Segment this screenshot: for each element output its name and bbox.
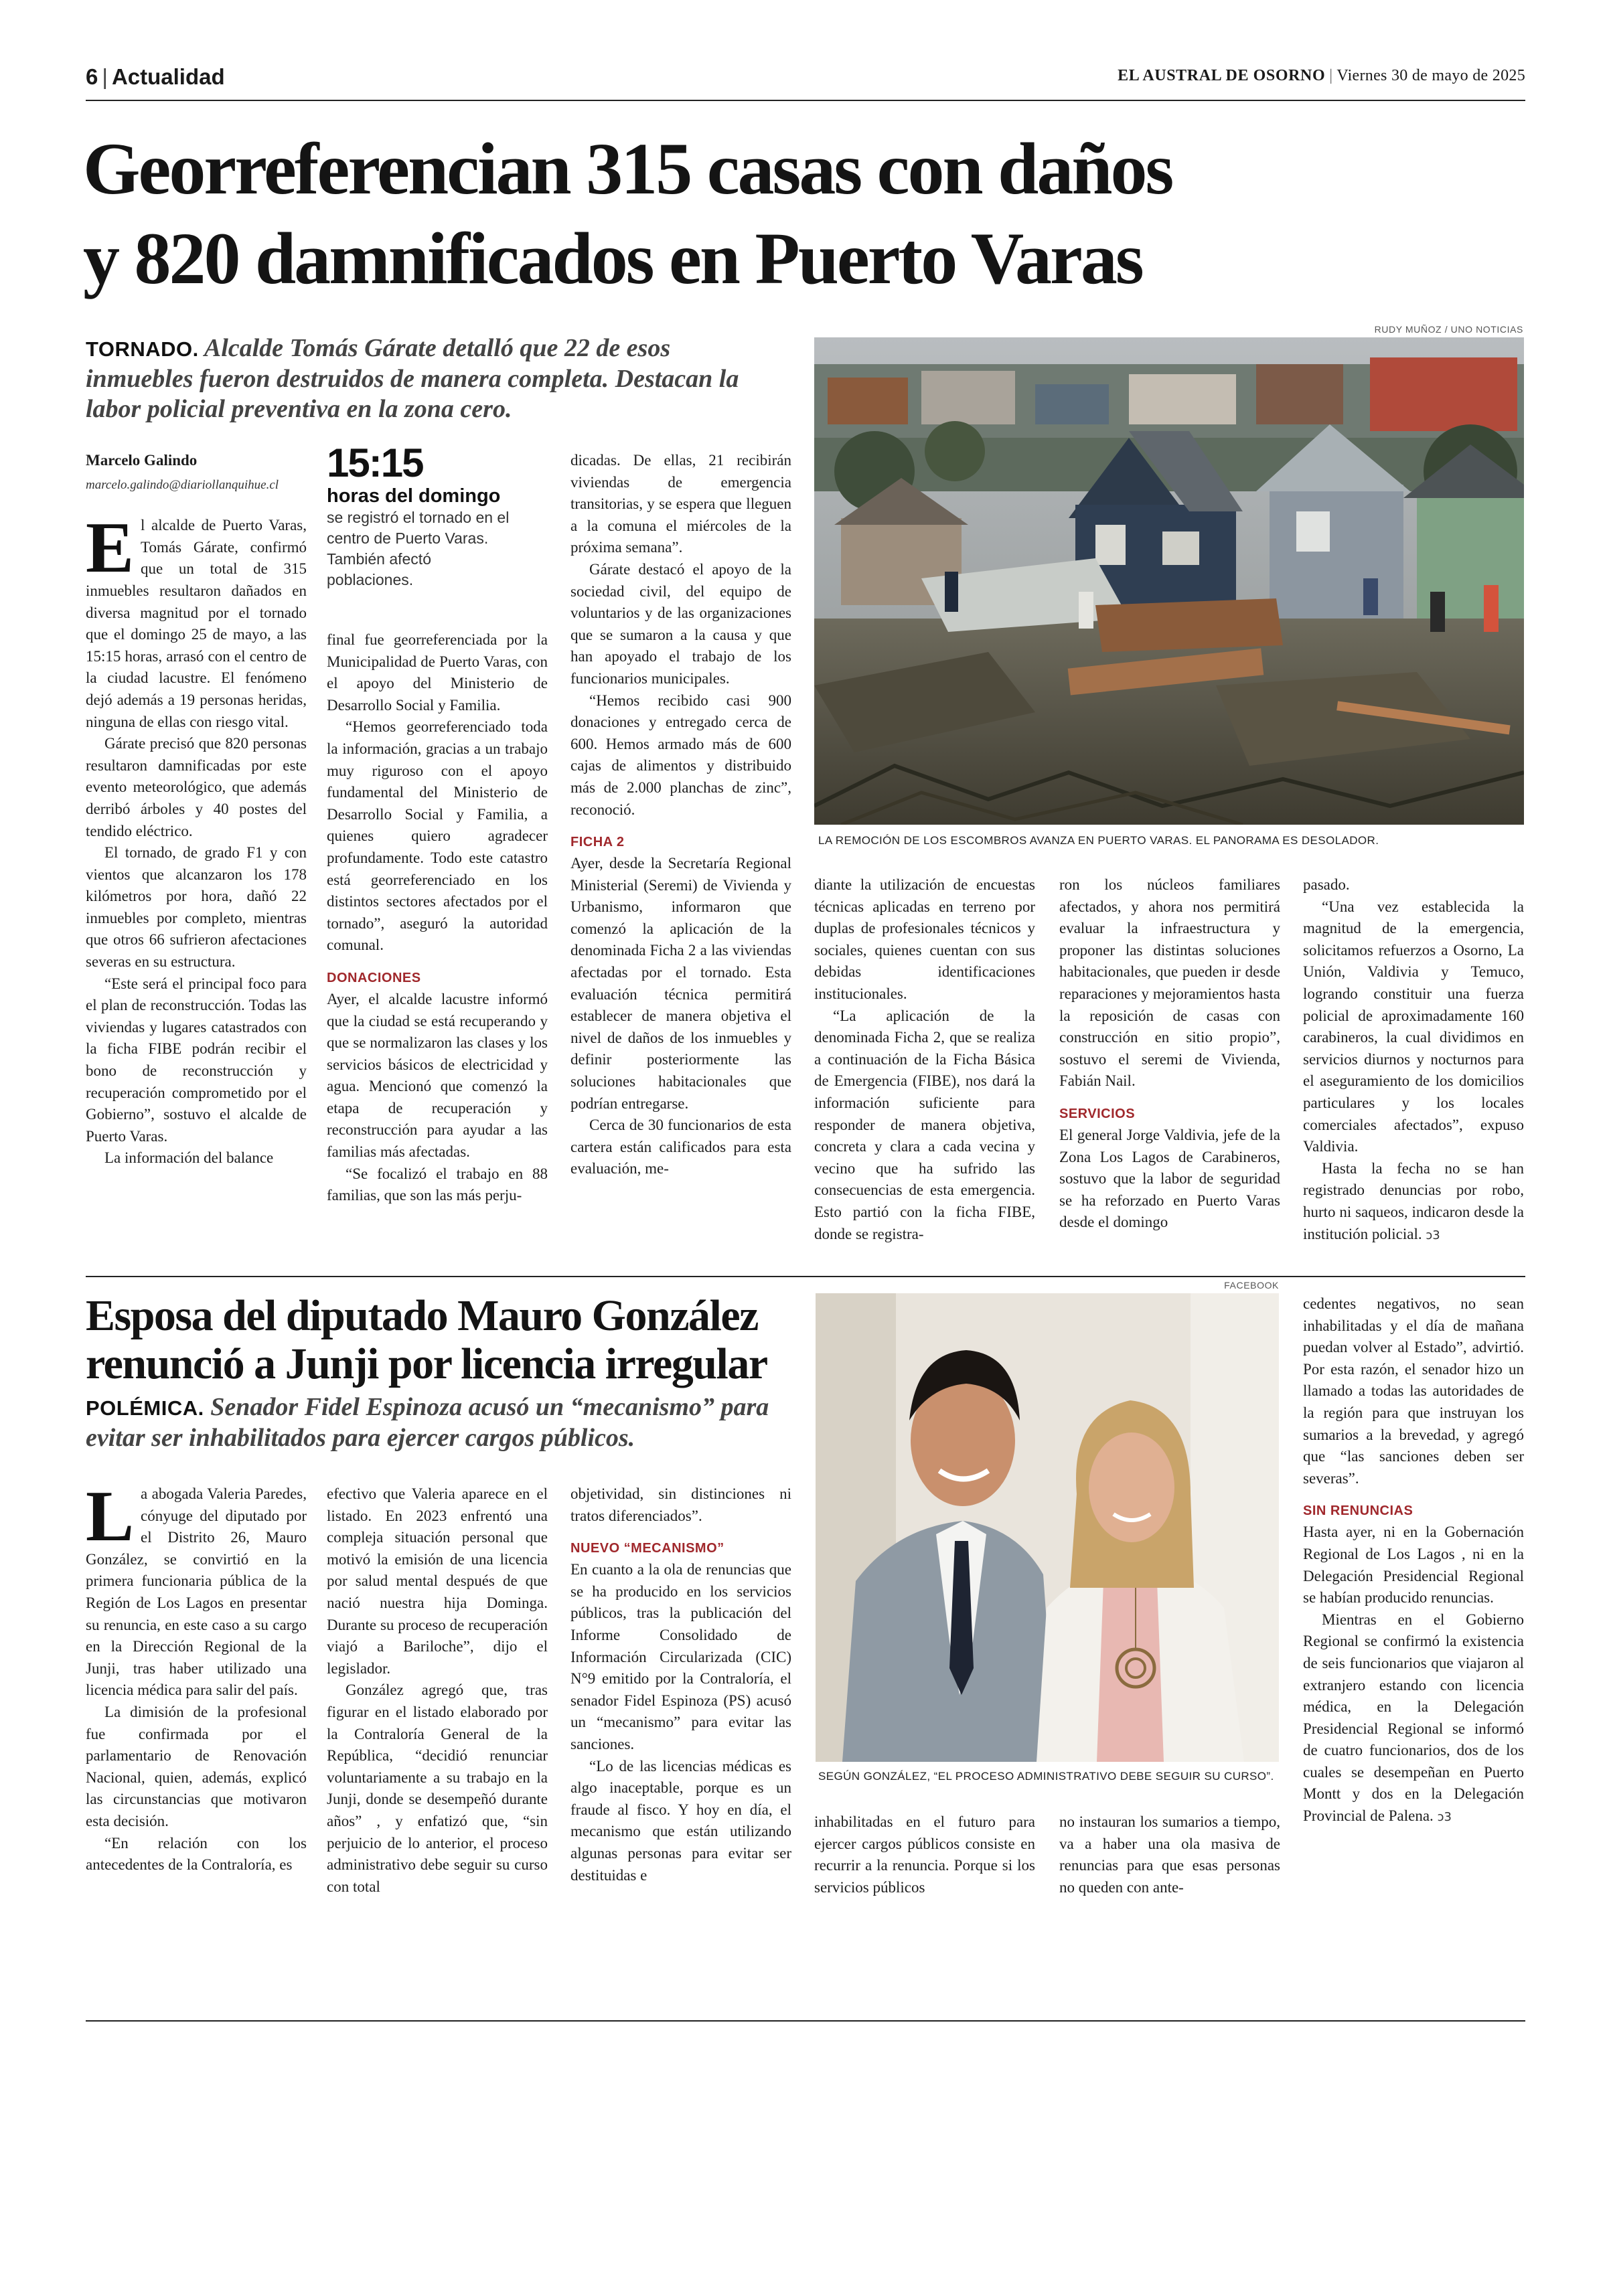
article1-paragraph: final fue georreferenciada por la Municipalidad de Puerto Varas, con el apoyo del Ministerio de Desarrollo Social y Familia. (327, 631, 548, 714)
headline-line-1: Georreferencian 315 casas con daños (83, 128, 1172, 210)
stat-text (327, 486, 518, 590)
publication-name: EL AUSTRAL DE OSORNO (1118, 67, 1326, 84)
article2-headline (86, 1292, 809, 1388)
article2-paragraph: González agregó que, tras figurar en el listado elaborado por la Contraloría General de la República, “decidió renunciar voluntariamente a su trabajo en la Junji, donde se desempeñó durante años” , y enfatizó que, “sin perjuicio de lo anterior, el proceso administrativo debe seguir su curso con total (327, 1682, 548, 1895)
article1-paragraph: Gárate precisó que 820 personas resultaron damnificadas por este evento meteorológico, que además derribó árboles y 40 postes del tendido eléctrico. (86, 735, 307, 839)
article1-paragraph: “Se focalizó el trabajo en 88 familias, que son las más perju- (327, 1165, 548, 1204)
issue-date: Viernes 30 de mayo de 2025 (1336, 67, 1525, 84)
page-header (86, 64, 1525, 96)
paragraph-text: a abogada Valeria Paredes, cónyuge del diputado por el Distrito 26, Mauro González, se convirtió en la primera funcionaria pública de la Región de Los Lagos en presentar su renuncia, en este caso a su cargo en la Dirección Regional de la Junji, tras haber utilizado una licencia médica para salir del país. (86, 1485, 307, 1699)
article1-paragraph: “Este será el principal foco para el plan de reconstrucción. Todas las viviendas y lugares catastrados con la ficha FIBE podrán recibir el bono de reconstrucción y recuperación comprometido por el Gobierno”, sostuvo el alcalde de Puerto Varas. (86, 975, 307, 1145)
headline-line-1: Esposa del diputado Mauro González (86, 1291, 758, 1340)
photo1-credit: RUDY MUÑOZ / UNO NOTICIAS (1374, 324, 1523, 335)
article1-paragraph: ron los núcleos familiares afectados, y ahora nos permitirá evaluar la infraestructura y proponer las distintas soluciones habitacionales, que pueden ir desde reparaciones y mejoramientos hasta la reposición de casas con construcción en sitio propio”, sostuvo el seremi de Vivienda, Fabián Nail. (1059, 876, 1280, 1090)
article1-paragraph: Ayer, desde la Secretaría Regional Ministerial (Seremi) de Vivienda y Urbanismo, informaron que comenzó la aplicación de la denominada Ficha 2 a las viviendas afectadas por el tornado. Esta evaluación técnica permitirá establecer de manera objetiva el nivel de daños de los inmuebles y definir posteriormente las soluciones habitacionales que podrían entregarse. (570, 855, 791, 1112)
couple-portrait-photo (816, 1293, 1279, 1762)
subhead-donaciones: DONACIONES (327, 970, 421, 985)
subhead-ficha2: FICHA 2 (570, 835, 625, 850)
article1-col6 (1303, 874, 1524, 1246)
article1-paragraph: diante la utilización de encuestas técnicas aplicadas en terreno por duplas de profesionales técnicos y sociales, quienes cuentan con sus debidas identificaciones institucionales. (814, 876, 1035, 1002)
article1-deck-text: Alcalde Tomás Gárate detalló que 22 de esos inmuebles fueron destruidos de manera completa. Destacan la labor policial preventiva en la zona cero. (86, 334, 739, 423)
article1-col1 (86, 450, 307, 1169)
article1-col5 (1059, 874, 1280, 1234)
article1-paragraph: La información del balance (104, 1149, 274, 1167)
article1-paragraph: Gárate destacó el apoyo de la sociedad civil, del equipo de voluntarios y de las organizaciones que se sumaron a la causa y que han apoyado el trabajo de los funcionarios municipales. (570, 560, 791, 687)
stat-label: horas del domingo (327, 485, 501, 507)
article2-paragraph: efectivo que Valeria aparece en el listado. En 2023 enfrentó una compleja situación personal que motivó la emisión de una licencia por salud mental después de que nació nuestra hija Dominga. Durante su proceso de recuperación viajó a Bariloche”, dijo el legislador. (327, 1485, 548, 1677)
end-mark-icon: ↄ3 (1437, 1810, 1452, 1825)
page-number: 6 (86, 64, 98, 89)
headline-line-2: renunció a Junji por licencia irregular (86, 1339, 767, 1388)
article2-col6 (1303, 1293, 1524, 1829)
article1-paragraph: Ayer, el alcalde lacustre informó que la ciudad se está recuperando y que se normalizaron las clases y los servicios básicos de electricidad y agua. Mencionó que comenzó la etapa de recuperación y reconstrucción para ayudar a las familias más afectadas. (327, 990, 548, 1161)
article2-paragraph: En cuanto a la ola de renuncias que se ha producido en los servicios públicos, tras la publicación del Informe Consolidado de Información Circularizada (CIC) N°9 emitido por la Contraloría, el senador Fidel Espinoza (PS) acusó un “mecanismo” para evitar las sanciones. (570, 1561, 791, 1752)
article2-col1 (86, 1477, 307, 1876)
article2-col4 (814, 1811, 1035, 1898)
tornado-damage-photo (814, 337, 1524, 825)
photo1-caption: LA REMOCIÓN DE LOS ESCOMBROS AVANZA EN PUERTO VARAS. EL PANORAMA ES DESOLADOR. (818, 834, 1379, 847)
article2-paragraph: “En relación con los antecedentes de la Contraloría, es (86, 1834, 307, 1874)
photo2-caption: SEGÚN GONZÁLEZ, “EL PROCESO ADMINISTRATIVO DEBE SEGUIR SU CURSO”. (818, 1770, 1274, 1783)
article1-paragraph: Cerca de 30 funcionarios de esta cartera están calificados para esta evaluación, me- (570, 1117, 791, 1177)
section-name: Actualidad (111, 64, 225, 89)
photo2-credit: FACEBOOK (1224, 1280, 1279, 1291)
stat-box (327, 442, 518, 590)
paragraph-text: Mientras en el Gobierno Regional se confirmó la existencia de seis funcionarios que viajaron al extranjero estando con licencia médica, en la Delegación Presidencial Regional se informó de cuatro funcionarios, dos de los cuales se desempeñan en Puerto Montt y dos en la Delegación Provincial de Palena. (1303, 1611, 1524, 1825)
headline-line-2: y 820 damnificados en Puerto Varas (83, 218, 1142, 299)
article1-kicker: TORNADO. (86, 337, 199, 361)
stat-number: 15:15 (327, 440, 423, 485)
publication-date: EL AUSTRAL DE OSORNO | Viernes 30 de mayo de 2025 (1118, 67, 1525, 84)
dropcap: E (86, 508, 135, 588)
article1-paragraph (1303, 1158, 1524, 1246)
article1-paragraph: dicadas. De ellas, 21 recibirán viviendas de emergencia transitorias, y se espera que lleguen a la comuna el miércoles de la próxima semana”. (570, 452, 791, 556)
author-email: marcelo.galindo@diariollanquihue.cl (86, 477, 279, 492)
stat-description: se registró el tornado en el centro de Puerto Varas. También afectó poblaciones. (327, 509, 510, 588)
article1-paragraph (86, 508, 307, 733)
article2-col2 (327, 1483, 548, 1898)
article2-paragraph (1303, 1609, 1524, 1829)
article1-col2 (327, 629, 548, 1207)
header-rule (86, 100, 1525, 101)
article1-paragraph: El general Jorge Valdivia, jefe de la Zona Los Lagos de Carabineros, sostuvo que la labor de seguridad se ha reforzado en Puerto Varas desde el domingo (1059, 1126, 1280, 1231)
article1-paragraph: “Hemos georreferenciado toda la información, gracias a un trabajo muy riguroso con el apoyo fundamental del Ministerio de Desarrollo Social y Familia, a quienes quiero agradecer profundamente. Todo este catastro está georreferenciado en los distintos sectores afectados por el tornado”, aseguró la autoridad comunal. (327, 718, 548, 954)
end-mark-icon: ↄ3 (1426, 1228, 1440, 1242)
article1-headline (83, 124, 1523, 303)
subhead-servicios: SERVICIOS (1059, 1106, 1136, 1121)
article2-paragraph: Hasta ayer, ni en la Gobernación Regional de Los Lagos , ni en la Delegación Presidencial Regional se habían producido renuncias. (1303, 1524, 1524, 1607)
article1-deck (86, 333, 755, 424)
article2-paragraph: “Lo de las licencias médicas es algo inaceptable, porque es un fraude al fisco. Y hoy en día, el mecanismo que están utilizando algunas personas para evitar ser destituidas e (570, 1757, 791, 1884)
article2-col3 (570, 1483, 791, 1886)
page-bottom-rule (86, 2020, 1525, 2022)
article1-paragraph: pasado. (1303, 876, 1350, 893)
article1-paragraph: El tornado, de grado F1 y con vientos que alcanzaron los 178 kilómetros por hora, dañó 22 inmuebles por completo, mientras que otros 66 sufrieron afectaciones severas en su estructura. (86, 844, 307, 971)
author-name: Marcelo Galindo (86, 452, 198, 469)
article2-col5 (1059, 1811, 1280, 1898)
article-separator (86, 1276, 1525, 1277)
section-label: 6 | Actualidad (86, 64, 225, 89)
dropcap: L (86, 1477, 135, 1556)
article1-paragraph: “Hemos recibido casi 900 donaciones y entregado cerca de 600. Hemos armado más de 600 cajas de alimentos y distribuido más de 2.000 planchas de zinc”, reconoció. (570, 691, 791, 818)
article2-paragraph: inhabilitadas en el futuro para ejercer cargos públicos consiste en recurrir a la renuncia. Porque si los servicios públicos (814, 1813, 1035, 1896)
article1-col3 (570, 450, 791, 1180)
article1-paragraph: “Una vez establecida la magnitud de la emergencia, solicitamos refuerzos a Osorno, La Unión, Valdivia y Temuco, logrando constituir una fuerza policial de aproximadamente 160 carabineros, la cual dividimos en servicios diurnos y nocturnos para el aseguramiento de los domicilios particulares y los locales comerciales afectados”, expuso Valdivia. (1303, 898, 1524, 1155)
article2-kicker: POLÉMICA. (86, 1396, 204, 1420)
subhead-sin-renuncias: SIN RENUNCIAS (1303, 1503, 1413, 1519)
article2-paragraph: no instauran los sumarios a tiempo, va a haber una ola masiva de renuncias para que esas personas no queden con ante- (1059, 1813, 1280, 1896)
article2-deck-text: Senador Fidel Espinoza acusó un “mecanismo” para evitar ser inhabilitados para ejercer cargos públicos. (86, 1393, 769, 1452)
article1-col4 (814, 874, 1035, 1245)
article2-paragraph: La dimisión de la profesional fue confirmada por el parlamentario de Renovación Nacional, quien, además, explicó las circunstancias que motivaron esta decisión. (86, 1703, 307, 1829)
article2-paragraph (86, 1477, 307, 1702)
article2-paragraph: objetividad, sin distinciones ni tratos diferenciados”. (570, 1485, 791, 1524)
paragraph-text: l alcalde de Puerto Varas, Tomás Gárate, confirmó que un total de 315 inmuebles resultaron dañados en diversa magnitud por el tornado que el domingo 25 de mayo, a las 15:15 horas, arrasó con el centro de la ciudad lacustre. El fenómeno dejó además a 19 personas heridas, ninguna de ellas con riesgo vital. (86, 517, 307, 730)
paragraph-text: Hasta la fecha no se han registrado denuncias por robo, hurto ni saqueos, indicaron desde la institución policial. (1303, 1159, 1524, 1242)
article1-paragraph: “La aplicación de la denominada Ficha 2, que se realiza a continuación de la Ficha Básica de Emergencia (FIBE), nos dará la información suficiente para responder de manera objetiva, concreta y clara a cada vecina y vecino que ha sufrido las consecuencias de esta emergencia. Esto partió con la ficha FIBE, donde se registra- (814, 1007, 1035, 1242)
article2-deck (86, 1392, 809, 1453)
article2-paragraph: cedentes negativos, no sean inhabilitadas y el día de mañana puedan volver al Estado”, advirtió. Por esta razón, el senador hizo un llamado a todas las autoridades de la región para que instruyan los sumarios a la brevedad, y agregó que “las sanciones deben ser severas”. (1303, 1295, 1524, 1487)
subhead-nuevo-mecanismo: NUEVO “MECANISMO” (570, 1541, 724, 1556)
